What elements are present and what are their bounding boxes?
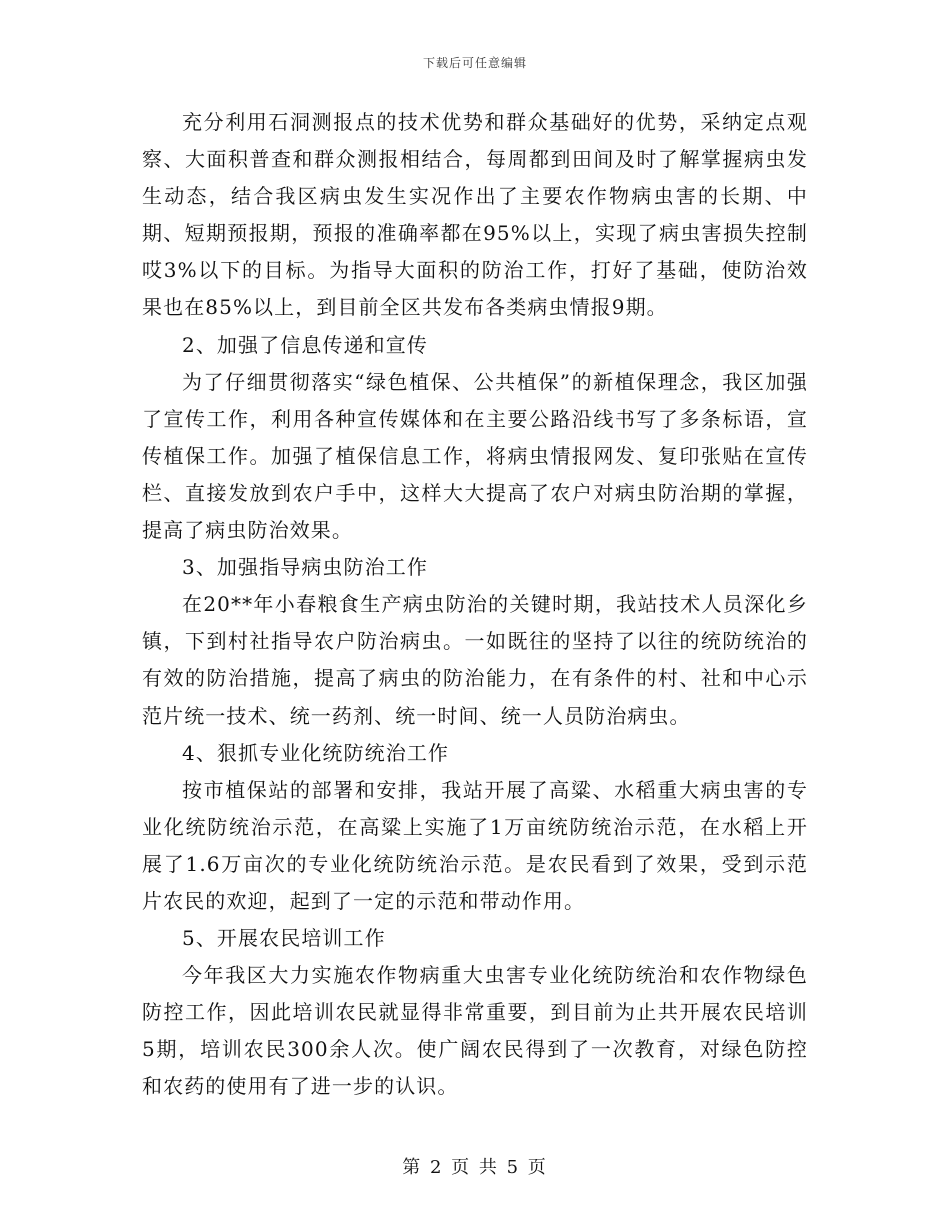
paragraph-4: 按市植保站的部署和安排，我站开展了高粱、水稻重大病虫害的专业化统防统治示范，在高粱上实施了1万亩统防统治示范，在水稻上开展了1.6万亩次的专业化统防统治示范。是农民看到了效果，受到示范片农民的欢迎，起到了一定的示范和带动作用。 (142, 777, 808, 913)
document-body (142, 104, 808, 1106)
paragraph-3: 在20**年小春粮食生产病虫防治的关键时期，我站技术人员深化乡镇，下到村社指导农户防治病虫。一如既往的坚持了以往的统防统治的有效的防治措施，提高了病虫的防治能力，在有条件的村、社和中心示范片统一技术、统一药剂、统一时间、统一人员防治病虫。 (142, 592, 808, 728)
section-heading-2: 2、加强了信息传递和宣传 (182, 332, 428, 357)
section-heading-3: 3、加强指导病虫防治工作 (182, 555, 428, 580)
paragraph-1: 充分利用石洞测报点的技术优势和群众基础好的优势，采纳定点观察、大面积普查和群众测报相结合，每周都到田间及时了解掌握病虫发生动态，结合我区病虫发生实况作出了主要农作物病虫害的长期、中期、短期预报期，预报的准确率都在95%以上，实现了病虫害损失控制哎3%以下的目标。为指导大面积的防治工作，打好了基础，使防治效果也在85%以上，到目前全区共发布各类病虫情报9期。 (142, 110, 808, 320)
page-header: 下载后可任意编辑 (422, 56, 527, 70)
section-heading-5: 5、开展农民培训工作 (182, 926, 386, 951)
paragraph-2: 为了仔细贯彻落实“绿色植保、公共植保”的新植保理念，我区加强了宣传工作，利用各种宣传媒体和在主要公路沿线书写了多条标语，宣传植保工作。加强了植保信息工作，将病虫情报网发、复印张贴在宣传栏、直接发放到农户手中，这样大大提高了农户对病虫防治期的掌握，提高了病虫防治效果。 (142, 369, 808, 543)
page-footer: 第 2 页 共 5 页 (402, 1157, 548, 1178)
section-heading-4: 4、狠抓专业化统防统治工作 (182, 740, 450, 765)
paragraph-5: 今年我区大力实施农作物病重大虫害专业化统防统治和农作物绿色防控工作，因此培训农民就显得非常重要，到目前为止共开展农民培训5期，培训农民300余人次。使广阔农民得到了一次教育，对绿色防控和农药的使用有了进一步的认识。 (142, 963, 808, 1099)
